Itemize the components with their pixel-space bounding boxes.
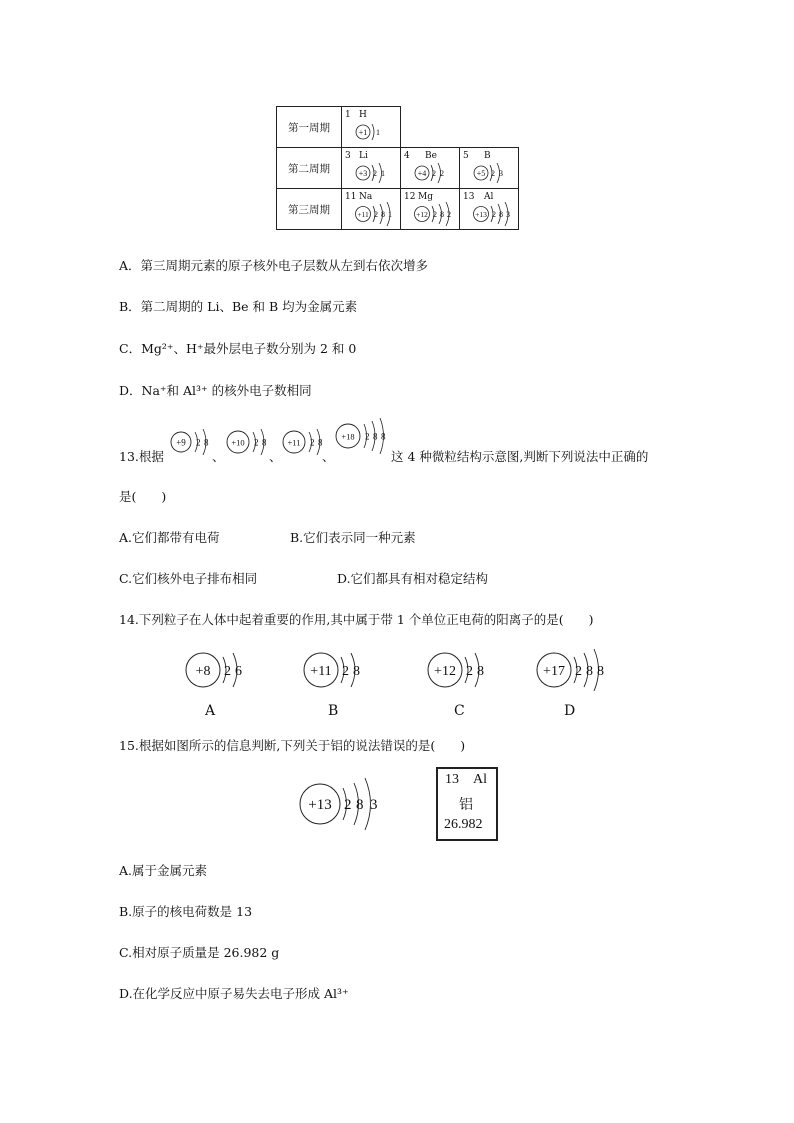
svg-text:+12: +12: [434, 664, 456, 679]
svg-text:8: 8: [477, 664, 484, 679]
separator: 、: [269, 449, 282, 464]
svg-text:+13: +13: [475, 210, 487, 219]
period-label: 第二周期: [277, 148, 342, 189]
svg-text:8: 8: [356, 797, 364, 813]
svg-text:8: 8: [318, 437, 323, 448]
particle-diagram-ar: [334, 416, 396, 464]
atom-diagram-be: [413, 160, 457, 186]
svg-text:2: 2: [196, 437, 201, 448]
q13-option-a: A.它们都带有电荷: [119, 530, 220, 545]
card-atomic-number: 13: [445, 772, 459, 787]
svg-text:8: 8: [597, 664, 604, 679]
q15-option-c: C.相对原子质量是 26.982 g: [119, 945, 280, 960]
svg-text:2: 2: [224, 664, 231, 679]
svg-text:2: 2: [432, 169, 436, 178]
svg-text:8: 8: [381, 431, 386, 442]
q13-option-b: B.它们表示同一种元素: [290, 530, 416, 545]
svg-text:+18: +18: [341, 431, 355, 442]
q12-option-b: B．第二周期的 Li、Be 和 B 均为金属元素: [119, 299, 358, 314]
svg-text:+9: +9: [176, 437, 186, 448]
atom-diagram-mg: [413, 201, 459, 227]
card-name: 铝: [459, 798, 473, 813]
svg-text:1: 1: [381, 169, 385, 178]
atom-diagram-al: [472, 201, 518, 227]
svg-text:+4: +4: [417, 169, 427, 178]
svg-text:2: 2: [440, 169, 444, 178]
svg-text:2: 2: [492, 210, 496, 219]
q13-stem-line2: 是( ): [119, 489, 167, 504]
element-cell-na: [342, 189, 401, 230]
atomic-number: 13: [463, 192, 475, 202]
svg-text:2: 2: [491, 169, 495, 178]
separator: 、: [212, 449, 225, 464]
element-symbol: Be: [425, 151, 437, 161]
svg-text:+13: +13: [308, 797, 332, 813]
element-cell-h: [342, 107, 401, 148]
atom-diagram-b: [472, 160, 516, 186]
q15-option-a: A.属于金属元素: [119, 863, 208, 878]
q13-prefix: 13.根据: [119, 449, 164, 464]
svg-text:8: 8: [262, 437, 267, 448]
svg-text:8: 8: [499, 210, 503, 219]
q15-option-d: D.在化学反应中原子易失去电子形成 Al³⁺: [119, 986, 349, 1001]
ion-diagram-b: [300, 645, 370, 695]
q13-option-c: C.它们核外电子排布相同: [119, 571, 258, 586]
svg-text:2: 2: [466, 664, 473, 679]
card-symbol: Al: [473, 772, 487, 787]
svg-text:8: 8: [381, 210, 385, 219]
option-letter-d: D: [564, 703, 576, 719]
q12-option-c: C．Mg²⁺、H⁺最外层电子数分别为 2 和 0: [119, 341, 357, 356]
periodic-table-fragment: [276, 106, 519, 230]
atomic-number: 11: [345, 192, 357, 202]
q14-stem: 14.下列粒子在人体中起着重要的作用,其中属于带 1 个单位正电荷的阳离子的是( ): [119, 612, 594, 627]
al-atom-diagram: [296, 774, 396, 834]
svg-text:+10: +10: [231, 437, 245, 448]
svg-text:2: 2: [342, 664, 349, 679]
svg-text:3: 3: [499, 169, 503, 178]
svg-text:3: 3: [370, 797, 378, 813]
ion-diagram-a: [182, 645, 252, 695]
element-cell-be: [401, 148, 460, 189]
atomic-number: 5: [463, 151, 469, 161]
svg-text:+11: +11: [357, 210, 369, 219]
ion-diagram-d: [533, 645, 618, 695]
element-symbol: B: [484, 151, 491, 161]
period-label: 第一周期: [277, 107, 342, 148]
element-symbol: Mg: [418, 192, 433, 202]
atomic-number: 4: [404, 151, 410, 161]
q15-stem: 15.根据如图所示的信息判断,下列关于铝的说法错误的是( ): [119, 738, 466, 753]
svg-text:+5: +5: [476, 169, 486, 178]
svg-text:+11: +11: [310, 664, 332, 679]
ion-diagram-c: [424, 645, 494, 695]
svg-text:2: 2: [373, 169, 377, 178]
svg-text:+11: +11: [287, 437, 301, 448]
separator: 、: [322, 449, 335, 464]
element-cell-li: [342, 148, 401, 189]
svg-text:+17: +17: [543, 664, 565, 679]
element-symbol: H: [359, 110, 367, 120]
svg-text:1: 1: [388, 210, 392, 219]
element-symbol: Na: [359, 192, 373, 202]
svg-text:3: 3: [506, 210, 510, 219]
svg-text:+3: +3: [358, 169, 368, 178]
svg-text:2: 2: [344, 797, 352, 813]
q15-option-b: B.原子的核电荷数是 13: [119, 904, 253, 919]
atom-diagram-na: [354, 201, 400, 227]
card-mass: 26.982: [444, 817, 483, 832]
svg-text:8: 8: [586, 664, 593, 679]
svg-text:2: 2: [254, 437, 259, 448]
svg-text:+12: +12: [416, 210, 428, 219]
element-card-al: [436, 767, 498, 841]
q12-option-a: A．第三周期元素的原子核外电子层数从左到右依次增多: [119, 258, 429, 273]
atomic-number: 12: [404, 192, 416, 202]
atom-diagram-li: [354, 160, 398, 186]
svg-text:8: 8: [373, 431, 378, 442]
element-cell-b: [460, 148, 519, 189]
svg-text:2: 2: [310, 437, 315, 448]
svg-text:8: 8: [353, 664, 360, 679]
option-letter-b: B: [328, 703, 339, 719]
svg-text:+8: +8: [195, 664, 211, 679]
svg-text:2: 2: [447, 210, 451, 219]
option-letter-a: A: [205, 703, 216, 719]
q13-option-d: D.它们都具有相对稳定结构: [337, 571, 489, 586]
svg-text:2: 2: [433, 210, 437, 219]
svg-text:8: 8: [204, 437, 209, 448]
atom-diagram-h: [354, 119, 398, 145]
element-cell-mg: [401, 189, 460, 230]
atomic-number: 1: [345, 110, 351, 120]
element-symbol: Al: [484, 192, 494, 202]
svg-text:2: 2: [365, 431, 370, 442]
svg-text:8: 8: [440, 210, 444, 219]
element-symbol: Li: [359, 151, 368, 161]
nucleus-charge: +1: [358, 128, 368, 137]
period-label: 第三周期: [277, 189, 342, 230]
svg-text:6: 6: [235, 664, 242, 679]
option-letter-c: C: [454, 703, 465, 719]
atomic-number: 3: [345, 151, 351, 161]
svg-text:2: 2: [374, 210, 378, 219]
element-cell-al: [460, 189, 519, 230]
shell-count: 1: [376, 128, 380, 137]
svg-text:2: 2: [575, 664, 582, 679]
q12-option-d: D．Na⁺和 Al³⁺ 的核外电子数相同: [119, 383, 312, 398]
q13-stem-suffix: 这 4 种微粒结构示意图,判断下列说法中正确的: [391, 449, 649, 464]
